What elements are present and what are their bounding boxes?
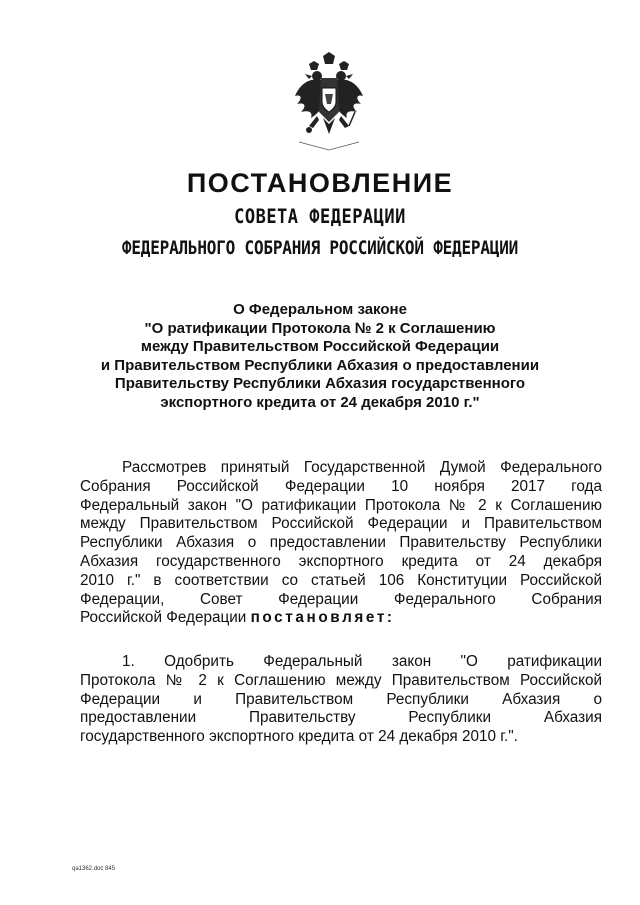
item-1-line: Протокола № 2 к Соглашению между Правительством Российской	[80, 671, 602, 689]
document-title: ПОСТАНОВЛЕНИЕ	[186, 168, 454, 198]
file-reference: qa1362.doc 845	[72, 866, 116, 872]
coat-of-arms-icon	[293, 52, 365, 152]
issuer-line-1: СОВЕТА ФЕДЕРАЦИИ	[234, 205, 406, 229]
subject-heading	[60, 301, 580, 412]
preamble-final-line	[80, 609, 602, 628]
preamble-line-text: Российской Федерации	[80, 609, 247, 627]
item-1-line: Федерации и Правительством Республики Абхазия о	[80, 690, 602, 708]
resolves-word: постановляет:	[250, 609, 395, 627]
preamble-line: Абхазия государственного экспортного кредита от 24 декабря	[80, 552, 602, 570]
item-1-paragraph	[80, 653, 602, 747]
preamble-line: между Правительством Российской Федерации и Правительством	[80, 515, 602, 533]
preamble-line: Федерации, Совет Федерации Федерального Собрания	[80, 590, 602, 608]
subject-line: между Правительством Российской Федерации	[140, 338, 500, 355]
subject-line: и Правительством Республики Абхазия о предоставлении	[100, 356, 540, 374]
preamble-line: Республики Абхазия о предоставлении Правительству Республики	[80, 534, 602, 552]
preamble-line: Собрания Российской Федерации 10 ноября 2017 года	[80, 477, 602, 495]
issuer-line-2: ФЕДЕРАЛЬНОГО СОБРАНИЯ РОССИЙСКОЙ ФЕДЕРАЦИИ	[121, 236, 519, 259]
item-1-line: государственного экспортного кредита от 24 декабря 2010 г.".	[80, 728, 518, 746]
preamble-line: Рассмотрев принятый Государственной Думой Федерального	[122, 459, 602, 476]
preamble-line: Федеральный закон "О ратификации Протокола № 2 к Соглашению	[80, 496, 602, 514]
preamble-line: 2010 г." в соответствии со статьей 106 Конституции Российской	[80, 571, 602, 589]
subject-line: экспортного кредита от 24 декабря 2010 г."	[160, 393, 480, 411]
subject-line: "О ратификации Протокола № 2 к Соглашению	[144, 319, 496, 337]
item-1-line: 1. Одобрить Федеральный закон "О ратификации	[122, 653, 602, 670]
item-1-line: предоставлении Правительству Республики Абхазия	[80, 709, 602, 727]
subject-line: О Федеральном законе	[233, 301, 407, 318]
preamble-paragraph	[80, 459, 602, 628]
subject-line: Правительству Республики Абхазия государственного	[114, 375, 526, 392]
